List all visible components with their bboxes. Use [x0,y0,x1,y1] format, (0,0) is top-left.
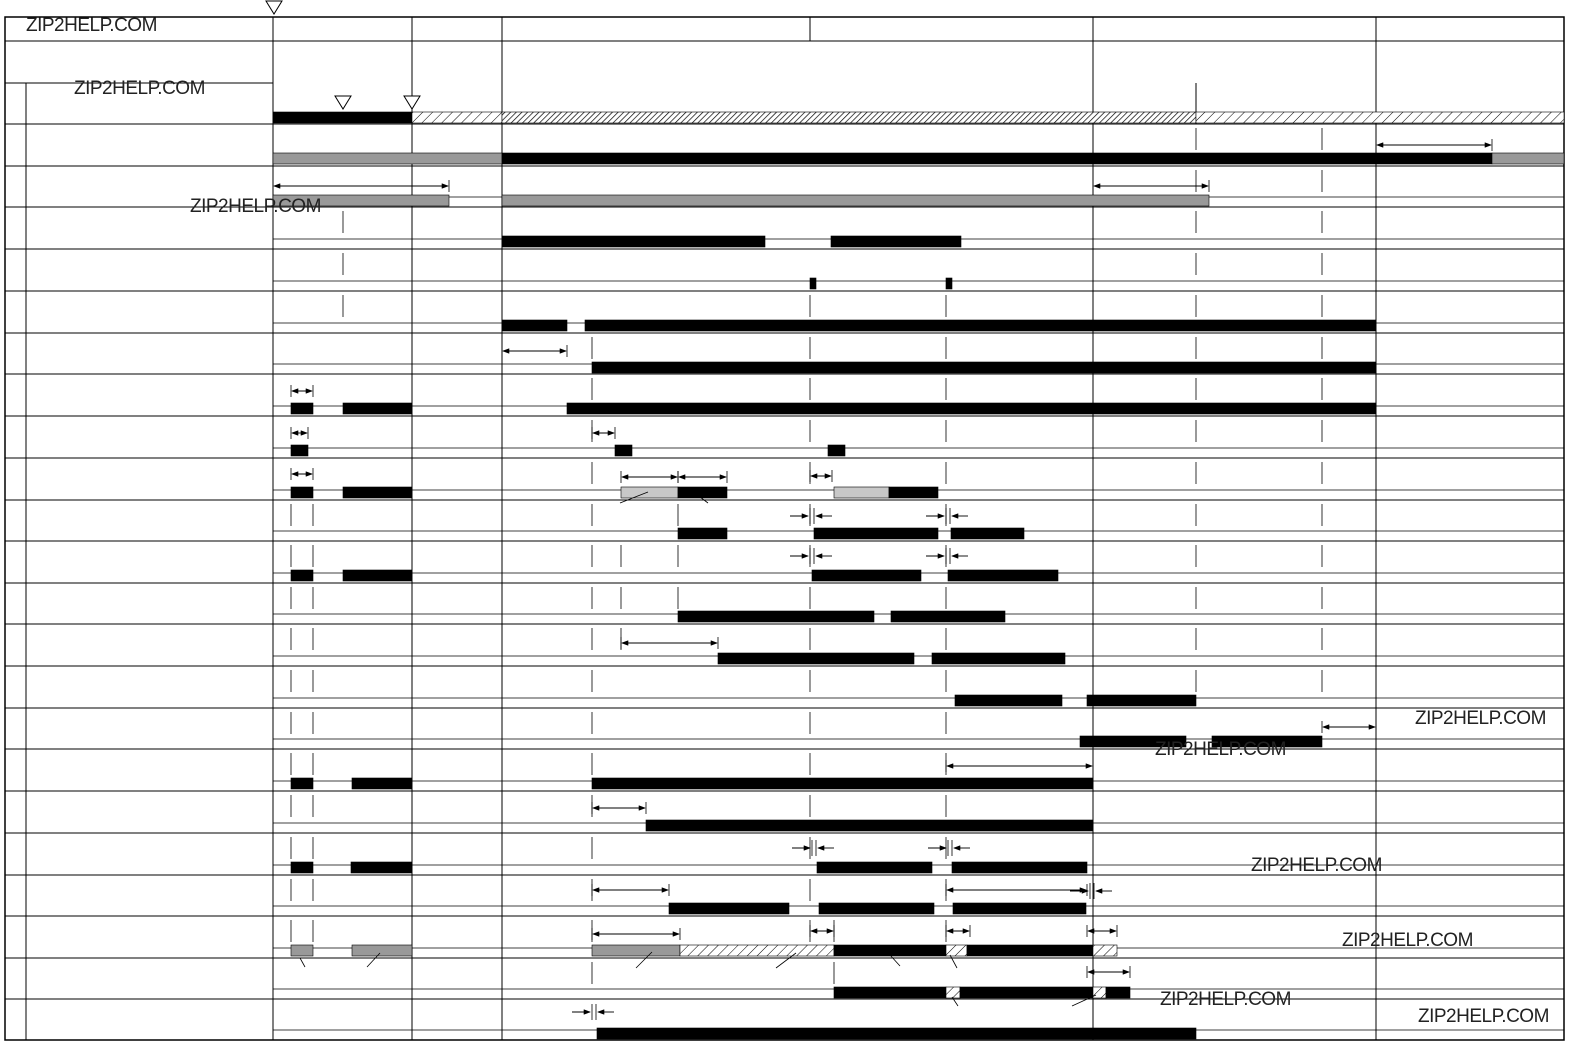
signal-bar [502,153,1492,164]
signal-bar [592,362,1376,373]
signal-bar [291,778,313,789]
signal-bar [932,653,1065,664]
signal-bar [592,945,680,956]
signal-bar [834,987,946,998]
leader-line [300,958,305,967]
signal-bar [615,445,632,456]
signal-bar [891,611,1005,622]
signal-bar [291,862,313,873]
signal-bar [291,445,308,456]
signal-bar [834,945,946,956]
signal-bar [291,570,313,581]
signal-bar [585,320,1376,331]
signal-bar [351,862,412,873]
signal-bar [828,445,845,456]
signal-bar [810,278,816,289]
signal-bar [273,112,412,123]
signal-bar [814,528,938,539]
signal-bar [819,903,934,914]
grid [5,17,1564,1040]
watermark: ZIP2HELP.COM [26,15,157,36]
watermark: ZIP2HELP.COM [1251,855,1382,876]
signal-bar [680,945,834,956]
signal-bar [343,487,412,498]
watermark: ZIP2HELP.COM [190,196,321,217]
signal-bar [831,236,961,247]
signal-bar [412,112,502,123]
signal-bar [567,403,1376,414]
signal-bar [967,945,1093,956]
signal-bar [352,778,412,789]
signal-bar [502,320,567,331]
watermark: ZIP2HELP.COM [1155,739,1286,760]
signal-bar [291,403,313,414]
signal-bars [273,112,1564,1039]
signal-bar [952,862,1087,873]
signal-bar [291,945,313,956]
signal-bar [1492,153,1564,164]
signal-bar [678,611,874,622]
signal-bar [621,487,678,498]
signal-bar [889,487,938,498]
signal-bar [669,903,789,914]
triangle-marker [266,1,282,14]
signal-bar [951,528,1024,539]
signal-bar [502,112,1196,123]
signal-bar [646,820,1093,831]
signal-bar [1106,987,1130,998]
signal-bar [948,570,1058,581]
signal-bar [834,487,889,498]
signal-bar [502,195,1209,206]
triangle-marker [335,96,351,109]
signal-bar [946,278,952,289]
watermark: ZIP2HELP.COM [1342,930,1473,951]
signal-bar [502,236,765,247]
signal-bar [343,403,412,414]
watermark: ZIP2HELP.COM [1418,1006,1549,1027]
signal-bar [343,570,412,581]
signal-bar [718,653,914,664]
signal-bar [597,1028,1196,1039]
watermark: ZIP2HELP.COM [74,78,205,99]
signal-bar [953,903,1086,914]
signal-bar [955,695,1062,706]
signal-bar [1087,695,1196,706]
leader-line [950,955,957,968]
signal-bar [812,570,921,581]
signal-bar [960,987,1093,998]
signal-bar [273,153,502,164]
leader-line [890,955,900,966]
signal-bar [678,487,727,498]
signal-bar [678,528,727,539]
signal-bar [1093,945,1117,956]
signal-bar [946,945,967,956]
signal-bar [946,987,960,998]
signal-bar [352,945,412,956]
signal-bar [291,487,313,498]
signal-bar [1196,112,1564,123]
signal-bar [592,778,1093,789]
chart-frame [5,17,1564,1040]
watermark: ZIP2HELP.COM [1415,708,1546,729]
signal-bar [1093,987,1106,998]
triangle-marker [404,96,420,109]
signal-bar [817,862,932,873]
leader-line [952,997,958,1006]
watermark: ZIP2HELP.COM [1160,989,1291,1010]
